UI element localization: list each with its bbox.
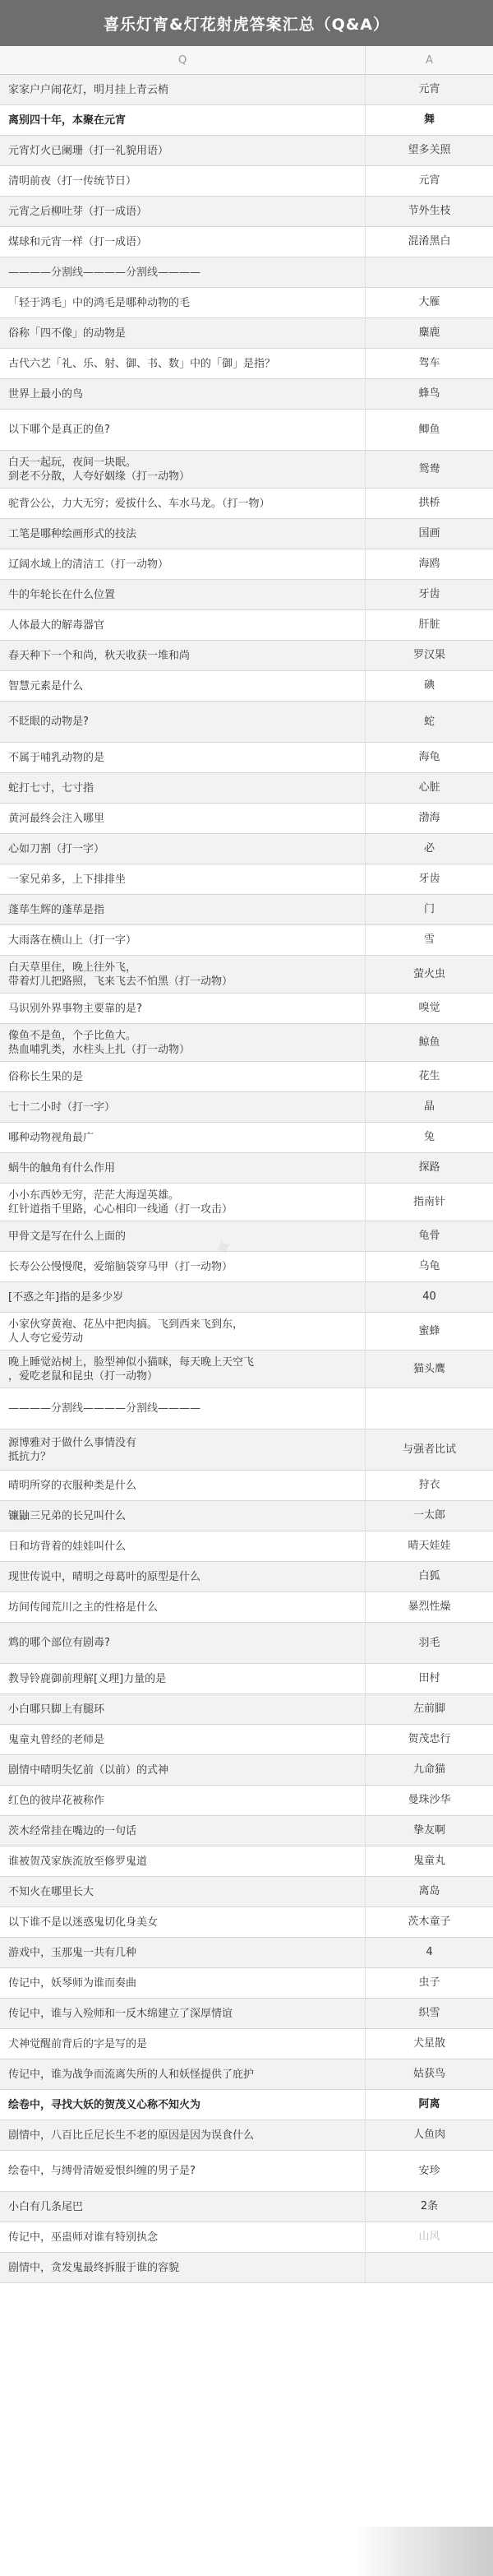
table-row [0,288,493,318]
answer-cell: 大雁 [418,296,440,308]
question-cell: 绘卷中，寻找大妖的贺茂义心称不知火为 [0,2090,366,2120]
answer-cell: 雪 [423,934,435,946]
question-cell: 绘卷中，与缚骨清姬爱恨纠缠的男子是? [0,2151,366,2191]
question-cell: 蓬荜生辉的蓬荜是指 [0,895,366,924]
question-cell: 小小东西妙无穷，茫茫大海逞英雄。 红针道指千里路，心心相印一线通（打一攻击） [0,1184,366,1221]
table-row [0,1221,493,1252]
answer-cell: 门 [423,903,435,915]
question-cell: 哪种动物视角最广 [0,1123,366,1152]
table-row [0,1531,493,1562]
answer-cell: 阿离 [418,2098,440,2110]
question-cell: 鬼童丸曾经的老师是 [0,1725,366,1754]
question-cell: 晴明所穿的衣服种类是什么 [0,1471,366,1500]
answer-cell: 织雪 [418,2007,440,2019]
answer-cell: 鲫鱼 [418,423,440,436]
question-cell: 煤球和元宵一样（打一成语） [0,227,366,257]
table-row [0,1388,493,1429]
question-cell: 剧情中，贪发鬼最终拆服于谁的容貌 [0,2253,366,2282]
answer-cell: 左前脚 [412,1703,445,1715]
table-row [0,1024,493,1062]
question-cell: 不属于哺乳动物的是 [0,743,366,772]
answer-cell: 猫头鹰 [412,1362,445,1375]
question-cell: 红色的彼岸花被称作 [0,1786,366,1815]
question-cell: 「轻于鸿毛」中的鸿毛是哪种动物的毛 [0,288,366,317]
table-row [0,1351,493,1388]
answer-cell: 望多关照 [408,144,451,156]
table-row [0,1313,493,1351]
qa-table [0,75,493,2283]
mosaic-blur-overlay [353,2527,493,2576]
table-row [0,1153,493,1184]
question-cell: 心如刀割（打一字） [0,834,366,864]
table-row [0,1755,493,1786]
answer-cell: 指南针 [412,1195,445,1208]
answer-cell: 田村 [418,1672,440,1684]
table-row [0,994,493,1024]
question-cell: 传记中，谁为战争而流离失所的人和妖怪提供了庇护 [0,2059,366,2089]
table-row [0,1123,493,1153]
answer-cell: 花生 [418,1070,440,1082]
answer-cell: 心脏 [418,781,440,794]
answer-cell: 犬星散 [412,2037,445,2050]
answer-cell: 嗅觉 [418,1002,440,1014]
question-cell: 犬神觉醒前背后的字是写的是 [0,2029,366,2059]
question-cell: 家家户户闹花灯，明月挂上青云梢 [0,75,366,104]
answer-cell: 九命猫 [412,1763,445,1776]
table-row [0,702,493,743]
table-row [0,864,493,895]
answer-cell [366,257,493,287]
answer-cell: 麋鹿 [418,327,440,339]
answer-cell: 萤火虫 [412,967,445,980]
question-cell: 茨木经常挂在嘴边的一句话 [0,1816,366,1846]
table-row [0,489,493,519]
table-row [0,549,493,580]
answer-cell: 虫子 [418,1976,440,1989]
table-row [0,1725,493,1755]
table-row [0,451,493,489]
question-cell: 人体最大的解毒器官 [0,610,366,640]
answer-cell: 渤海 [418,812,440,824]
table-row [0,318,493,349]
question-cell: 坊间传闻荒川之主的性格是什么 [0,1592,366,1622]
table-row [0,1092,493,1123]
question-cell: 传记中，妖琴师为谁而奏曲 [0,1968,366,1998]
answer-cell: 探路 [418,1161,440,1174]
table-row [0,1694,493,1725]
question-cell: 小白有几条尾巴 [0,2192,366,2222]
answer-cell: 牙齿 [418,873,440,885]
question-cell: ————分割线————分割线———— [0,257,366,287]
table-row [0,1968,493,1999]
question-cell: 日和坊背着的娃娃叫什么 [0,1531,366,1561]
question-cell: 元宵之后柳吐芽（打一成语） [0,197,366,226]
answer-cell: 晴天娃娃 [408,1540,451,1552]
answer-cell: 混淆黑白 [408,235,451,248]
answer-cell: 4 [426,1946,433,1958]
table-row [0,2222,493,2253]
table-row [0,641,493,671]
table-row [0,1999,493,2029]
table-row [0,2059,493,2090]
table-row [0,349,493,379]
question-column-header: Q [0,46,366,74]
question-cell: 不知火在哪里长大 [0,1877,366,1907]
table-row [0,1907,493,1938]
answer-cell: 元宵 [418,174,440,187]
answer-cell: 曼珠沙华 [408,1794,451,1806]
answer-cell: 狩衣 [418,1479,440,1491]
question-cell: 现世传说中，晴明之母葛叶的原型是什么 [0,1562,366,1591]
table-row [0,1664,493,1694]
question-cell: 智慧元素是什么 [0,671,366,701]
table-row [0,1062,493,1092]
answer-cell: 鲸鱼 [418,1035,440,1049]
question-cell: 像鱼不是鱼，个子比鱼大。 热血哺乳类，水柱头上扎（打一动物） [0,1024,366,1061]
answer-cell: 茨木童子 [408,1916,451,1928]
table-row [0,2120,493,2151]
question-cell: 晚上睡觉站树上，脸型神似小猫咪，每天晚上天空飞 ，爱吃老鼠和昆虫（打一动物） [0,1351,366,1388]
answer-cell: 山风 [418,2231,440,2243]
table-row [0,2253,493,2283]
answer-cell: 晶 [423,1100,435,1113]
question-cell: 白天草里住，晚上往外飞， 带着灯儿把路照，飞来飞去不怕黑（打一动物） [0,956,366,993]
question-cell: 大雨落在横山上（打一字） [0,925,366,955]
answer-cell: 肝脏 [418,619,440,631]
table-row [0,1623,493,1664]
table-row [0,257,493,288]
answer-cell: 乌龟 [418,1260,440,1272]
table-row [0,75,493,105]
answer-cell: 贺茂忠行 [408,1733,451,1745]
table-row [0,1429,493,1471]
question-cell: 马识别外界事物主要靠的是? [0,994,366,1023]
question-cell: 一家兄弟多，上下排排坐 [0,864,366,894]
table-row [0,804,493,834]
table-row [0,410,493,451]
table-row [0,519,493,549]
question-cell: 春天种下一个和尚，秋天收获一堆和尚 [0,641,366,670]
question-cell: 元宵灯火已阑珊（打一礼貌用语） [0,136,366,165]
watermark-icon: ✦ [209,1230,239,1266]
question-cell: 清明前夜（打一传统节日） [0,166,366,196]
question-cell: 俗称长生果的是 [0,1062,366,1091]
answer-cell: 一太郎 [412,1509,445,1522]
table-row [0,580,493,610]
answer-cell: 龟骨 [418,1230,440,1242]
question-cell: 不眨眼的动物是? [0,702,366,742]
question-cell: [不惑之年]指的是多少岁 [0,1282,366,1312]
table-header [0,46,493,75]
table-row [0,2192,493,2222]
table-row [0,610,493,641]
table-row [0,197,493,227]
answer-cell: 姑获鸟 [412,2068,445,2080]
answer-cell: 海鸥 [418,558,440,570]
table-row [0,166,493,197]
question-cell: 七十二小时（打一字） [0,1092,366,1122]
answer-cell: 碘 [423,679,435,692]
question-cell: 以下哪个是真正的鱼? [0,410,366,450]
answer-cell: 挚友啊 [412,1824,445,1837]
table-row [0,1282,493,1313]
answer-cell: 节外生枝 [408,205,451,217]
table-row [0,2090,493,2120]
answer-cell: 元宵 [418,83,440,95]
answer-cell: 牙齿 [418,588,440,600]
answer-column-header: A [426,53,434,67]
question-cell: 蛇打七寸，七寸指 [0,773,366,803]
question-cell: 传记中，谁与入殓师和一反木绵建立了深厚情谊 [0,1999,366,2028]
answer-cell: 鸳鸯 [418,462,440,475]
table-row [0,1184,493,1221]
question-cell: 甲骨文是写在什么上面的 [0,1221,366,1251]
table-row [0,1252,493,1282]
table-row [0,1846,493,1877]
table-row [0,895,493,925]
table-row [0,227,493,257]
table-row [0,1816,493,1846]
table-row [0,1877,493,1907]
answer-cell: 蛇 [423,715,435,728]
table-row [0,2151,493,2192]
question-cell: 辽阔水域上的清洁工（打一动物） [0,549,366,579]
question-cell: 剧情中，八百比丘尼长生不老的原因是因为误食什么 [0,2120,366,2150]
question-cell: 鸩的哪个部位有剧毒? [0,1623,366,1663]
table-row [0,1471,493,1501]
question-cell: 传记中，巫蛊师对谁有特别执念 [0,2222,366,2252]
answer-cell [366,2253,493,2282]
table-row [0,956,493,994]
table-row [0,1501,493,1531]
question-cell: 小家伙穿黄袍、花丛中把肉搞。飞到西来飞到东， 人人夸它爱劳动 [0,1313,366,1350]
table-row [0,1562,493,1592]
question-cell: 镰鼬三兄弟的长兄叫什么 [0,1501,366,1531]
question-cell: 离别四十年，本聚在元宵 [0,105,366,135]
question-cell: 黄河最终会注入哪里 [0,804,366,833]
table-row [0,743,493,773]
answer-cell: 蜜蜂 [418,1324,440,1337]
table-row [0,1592,493,1623]
question-cell: 长寿公公慢慢爬，爱缩脑袋穿马甲（打一动物） [0,1252,366,1281]
answer-cell: 鬼童丸 [412,1855,445,1867]
question-cell: 世界上最小的鸟 [0,379,366,409]
answer-cell: 40 [422,1290,436,1303]
question-cell: 游戏中，玉那鬼一共有几种 [0,1938,366,1967]
page-title: 喜乐灯宵&灯花射虎答案汇总（Q&A） [0,0,493,46]
answer-cell: 蜂鸟 [418,387,440,400]
table-row [0,834,493,864]
table-row [0,136,493,166]
answer-cell: 暴烈性燥 [408,1601,451,1613]
answer-cell: 离岛 [418,1885,440,1897]
question-cell: 蜗牛的触角有什么作用 [0,1153,366,1183]
question-cell: 源博雅对于做什么事情没有 抵抗力？ [0,1429,366,1470]
table-row [0,925,493,956]
answer-cell: 舞 [423,114,435,126]
question-cell: 小白哪只脚上有腿环 [0,1694,366,1724]
question-cell: 剧情中晴明失忆前（以前）的式神 [0,1755,366,1785]
answer-cell [366,1388,493,1429]
answer-cell: 拱桥 [418,497,440,509]
answer-cell: 驾车 [418,357,440,369]
question-cell: 俗称「四不像」的动物是 [0,318,366,348]
question-cell: 牛的年轮长在什么位置 [0,580,366,609]
answer-cell: 罗汉果 [412,649,445,661]
answer-cell: 与强者比试 [402,1443,456,1456]
table-row [0,379,493,410]
question-cell: 古代六艺「礼、乐、射、御、书、数」中的「御」是指？ [0,349,366,378]
answer-cell: 必 [423,842,435,855]
answer-cell: 安珍 [418,2164,440,2177]
answer-cell: 人鱼肉 [412,2129,445,2141]
question-cell: 谁被贺茂家族流放至修罗鬼道 [0,1846,366,1876]
answer-cell: 国画 [418,527,440,540]
question-cell: 以下谁不是以迷惑鬼切化身美女 [0,1907,366,1937]
question-cell: 白天一起玩，夜间一块眠。 到老不分散，人夸好姻缘（打一动物） [0,451,366,488]
answer-cell: 2条 [420,2200,439,2212]
question-cell: 教导铃鹿御前理解[义理]力量的是 [0,1664,366,1693]
question-cell: 工笔是哪种绘画形式的技法 [0,519,366,549]
table-row [0,1786,493,1816]
table-row [0,671,493,702]
answer-cell: 海龟 [418,751,440,763]
question-cell: ————分割线————分割线———— [0,1388,366,1429]
table-row [0,105,493,136]
table-row [0,1938,493,1968]
table-row [0,773,493,804]
answer-cell: 兔 [423,1131,435,1143]
answer-cell: 白狐 [418,1570,440,1582]
table-row [0,2029,493,2059]
answer-cell: 羽毛 [418,1636,440,1649]
question-cell: 驼背公公，力大无穷；爱拔什么、车水马龙。（打一物） [0,489,366,518]
